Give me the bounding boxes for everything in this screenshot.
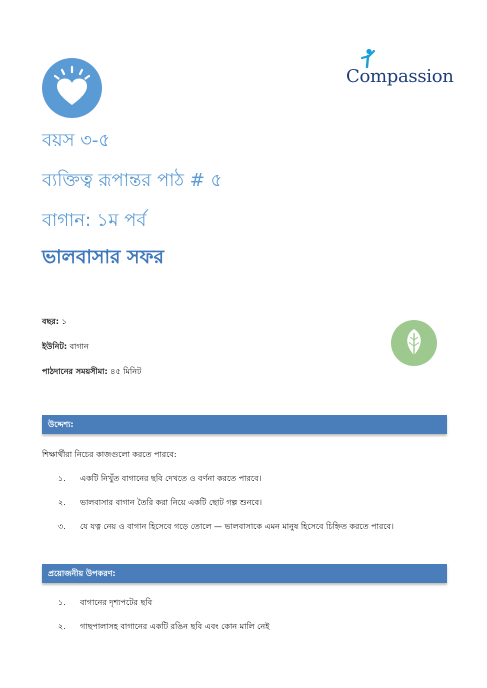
list-item-number: ১. [58, 474, 66, 483]
leaf-badge [391, 320, 437, 366]
duration-label: পাঠদানের সময়সীমা: [42, 367, 108, 376]
age-heading: বয়স ৩-৫ [42, 130, 111, 151]
objectives-intro: শিক্ষার্থীরা নিচের কাজগুলো করতে পারবে: [42, 450, 177, 459]
compassion-figure-icon [360, 48, 376, 68]
year-value: ১ [61, 317, 67, 326]
unit-row [42, 341, 89, 354]
leaf-icon [391, 320, 437, 366]
heart-icon [42, 58, 102, 118]
list-item [58, 521, 394, 534]
list-item [58, 597, 152, 610]
list-item-text: গাছপালাসহ বাগানের একটি রঙিন ছবি এবং কোন মালি নেই [80, 622, 270, 631]
compassion-logo [346, 48, 454, 92]
unit-value: বাগান [69, 342, 89, 351]
page-title: ভালবাসার সফর [42, 246, 164, 268]
list-item-text: বাগানের দৃশ্যপটের ছবি [80, 598, 153, 607]
materials-header-bar [42, 564, 447, 583]
duration-value: ৪৫ মিনিট [110, 367, 142, 376]
unit-label: ইউনিট: [42, 342, 68, 351]
lesson-heading: ব্যক্তিত্ব রূপান্তর পাঠ # ৫ [42, 170, 223, 191]
list-item-text: যে যত্ন নেয় ও বাগান হিসেবে গড়ে তোলে — ভালবাসাকে এমন মানুষ হিসেবে চিহ্নিত করতে পারবে। [80, 522, 394, 531]
objectives-heading: উদ্দেশ্য: [48, 420, 74, 429]
list-item-number: ৩. [58, 522, 66, 531]
list-item [58, 621, 269, 634]
compassion-wordmark: Compassion [346, 66, 454, 87]
list-item-number: ২. [58, 498, 66, 507]
heart-badge [42, 58, 102, 118]
objectives-header-bar [42, 415, 447, 434]
list-item [58, 497, 262, 510]
list-item-number: ২. [58, 622, 66, 631]
duration-row [42, 366, 141, 379]
list-item-number: ১. [58, 598, 66, 607]
list-item [58, 473, 261, 486]
year-label: বছর: [42, 317, 59, 326]
list-item-text: একটি নিখুঁত বাগানের ছবি দেখতে ও বর্ণনা করতে পারবে। [80, 474, 262, 483]
part-heading: বাগান: ১ম পর্ব [42, 210, 147, 231]
list-item-text: ভালবাসার বাগান তৈরি করা নিয়ে একটি ছোট গল্প শুনবে। [80, 498, 262, 507]
materials-heading: প্রয়োজনীয় উপকরণ: [48, 569, 116, 578]
year-row [42, 316, 67, 329]
